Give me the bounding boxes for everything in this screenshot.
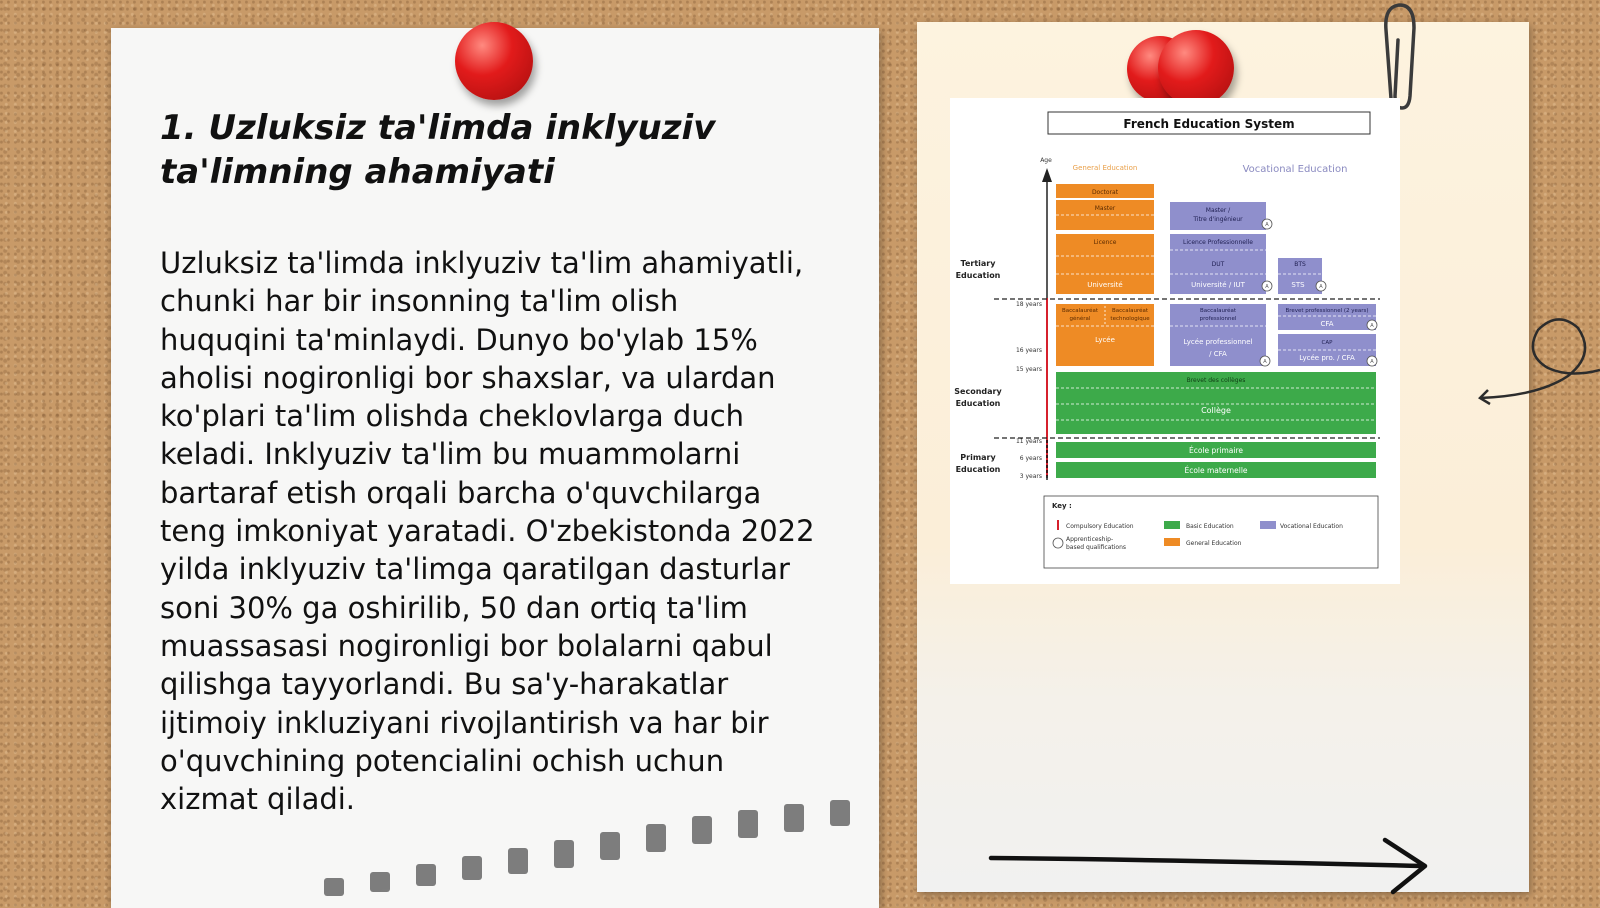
slide-title-line2: ta'limning ahamiyati bbox=[160, 152, 555, 192]
long-arrow-icon bbox=[985, 830, 1445, 900]
age-3-label: 3 years bbox=[1019, 473, 1042, 480]
key-vocational-label: Vocational Education bbox=[1280, 523, 1343, 530]
bac-pro-label-2: professionnel bbox=[1199, 316, 1237, 322]
age-15-label: 15 years bbox=[1015, 366, 1042, 373]
doctorat-label: Doctorat bbox=[1091, 189, 1119, 196]
sts-label: STS bbox=[1291, 281, 1305, 289]
badge-letter: A bbox=[1265, 222, 1269, 228]
lycee-label: Lycée bbox=[1095, 336, 1115, 344]
body-line: yilda inklyuziv ta'limga qaratilgan dasturlar bbox=[160, 552, 790, 587]
stage-primary-label-2: Education bbox=[955, 465, 1001, 474]
red-pushpin-left bbox=[455, 22, 533, 100]
torn-edge-decoration bbox=[320, 800, 880, 900]
bac-pro-label-1: Baccalauréat bbox=[1200, 308, 1236, 314]
bac-general-label-2: général bbox=[1069, 316, 1091, 322]
body-line: bartaraf etish orqali barcha o'quvchilarga bbox=[160, 475, 762, 510]
diagram-key-box bbox=[1044, 496, 1378, 568]
badge-letter: A bbox=[1370, 359, 1374, 365]
education-system-diagram bbox=[950, 98, 1400, 584]
stage-secondary-label-1: Secondary bbox=[954, 387, 1002, 396]
body-line: ko'plari ta'lim olishda cheklovlarga duch bbox=[160, 399, 745, 434]
education-system-svg bbox=[950, 98, 1400, 584]
master-label: Master bbox=[1094, 205, 1116, 212]
badge-letter: A bbox=[1265, 284, 1269, 290]
univ-iut-label: Université / IUT bbox=[1191, 281, 1245, 289]
body-line: soni 30% ga oshirilib, 50 dan ortiq ta'lim bbox=[160, 590, 748, 625]
key-apprenticeship-swatch bbox=[1053, 538, 1063, 548]
college-label: Collège bbox=[1201, 406, 1231, 415]
lycee-pro-cfa-label: Lycée pro. / CFA bbox=[1299, 354, 1355, 362]
age-16-label: 16 years bbox=[1015, 347, 1042, 354]
bac-techno-label-1: Baccalauréat bbox=[1112, 308, 1148, 314]
diagram-title: French Education System bbox=[1123, 117, 1295, 131]
body-line: xizmat qiladi. bbox=[160, 782, 356, 817]
body-line: muassasasi nogironligi bor bolalarni qabul bbox=[160, 628, 773, 663]
stage-tertiary-label-2: Education bbox=[955, 271, 1001, 280]
age-11-label: 11 years bbox=[1015, 438, 1042, 445]
bac-techno-label-2: technologique bbox=[1110, 316, 1150, 322]
body-line: o'quvchining potencialini ochish uchun bbox=[160, 743, 725, 778]
bac-general-label-1: Baccalauréat bbox=[1062, 308, 1098, 314]
age-axis-label: Age bbox=[1040, 157, 1052, 164]
master-titre-label-2: Titre d'ingénieur bbox=[1193, 216, 1243, 223]
stage-tertiary-label-1: Tertiary bbox=[960, 259, 996, 268]
body-line: teng imkoniyat yaratadi. O'zbekistonda 2022 bbox=[160, 514, 815, 549]
licence-pro-label: Licence Professionnelle bbox=[1183, 239, 1253, 246]
age-6-label: 6 years bbox=[1019, 455, 1042, 462]
licence-label: Licence bbox=[1093, 239, 1117, 246]
stage-primary-label-1: Primary bbox=[960, 453, 996, 462]
vocational-column-header: Vocational Education bbox=[1242, 164, 1348, 175]
slide-title bbox=[160, 106, 800, 194]
age-18-label: 18 years bbox=[1015, 301, 1042, 308]
master-titre-label-1: Master / bbox=[1205, 207, 1231, 214]
age-axis-arrow-icon bbox=[1042, 168, 1052, 182]
badge-letter: A bbox=[1370, 323, 1374, 329]
key-compulsory-label: Compulsory Education bbox=[1066, 523, 1134, 530]
key-general-swatch bbox=[1164, 538, 1180, 546]
ecole-maternelle-label: École maternelle bbox=[1184, 466, 1248, 475]
body-line: ijtimoiy inkluziyani rivojlantirish va har bir bbox=[160, 705, 769, 740]
badge-letter: A bbox=[1319, 284, 1323, 290]
body-line: huquqini ta'minlaydi. Dunyo bo'ylab 15% bbox=[160, 322, 758, 357]
body-line: Uzluksiz ta'limda inklyuziv ta'lim ahamiyatli, bbox=[160, 246, 804, 280]
lycee-pro-label-1: Lycée professionnel bbox=[1183, 338, 1253, 346]
key-vocational-swatch bbox=[1260, 521, 1276, 529]
key-general-label: General Education bbox=[1186, 540, 1242, 547]
stage-secondary-label-2: Education bbox=[955, 399, 1001, 408]
curly-arrow-decoration bbox=[1478, 310, 1600, 410]
body-line: keladi. Inklyuziv ta'lim bu muammolarni bbox=[160, 437, 741, 472]
slide-body-text bbox=[160, 244, 840, 818]
badge-letter: A bbox=[1263, 359, 1267, 365]
body-line: chunki har bir insonning ta'lim olish bbox=[160, 284, 679, 319]
key-apprenticeship-label-1: Apprenticeship- bbox=[1066, 536, 1114, 543]
bts-label: BTS bbox=[1294, 261, 1306, 268]
general-column-header: General Education bbox=[1072, 164, 1138, 172]
key-basic-label: Basic Education bbox=[1186, 523, 1234, 530]
body-line: aholisi nogironligi bor shaxslar, va ulardan bbox=[160, 360, 776, 395]
body-line: qilishga tayyorlandi. Bu sa'y-harakatlar bbox=[160, 667, 729, 702]
key-apprenticeship-label-2: based qualifications bbox=[1066, 544, 1127, 551]
lycee-pro-label-2: / CFA bbox=[1209, 350, 1227, 358]
slide-title-line1: 1. Uzluksiz ta'limda inklyuziv bbox=[160, 108, 716, 148]
cap-label: CAP bbox=[1321, 340, 1333, 346]
brevet-college-label: Brevet des collèges bbox=[1186, 377, 1246, 384]
key-basic-swatch bbox=[1164, 521, 1180, 529]
ecole-primaire-label: École primaire bbox=[1189, 446, 1243, 455]
key-title: Key : bbox=[1052, 502, 1072, 510]
universite-label: Université bbox=[1087, 281, 1123, 289]
brevet-pro-label: Brevet professionnel (2 years) bbox=[1285, 308, 1369, 314]
red-pushpin-right bbox=[1158, 30, 1234, 106]
dut-label: DUT bbox=[1211, 261, 1225, 268]
cfa-label: CFA bbox=[1320, 320, 1334, 328]
